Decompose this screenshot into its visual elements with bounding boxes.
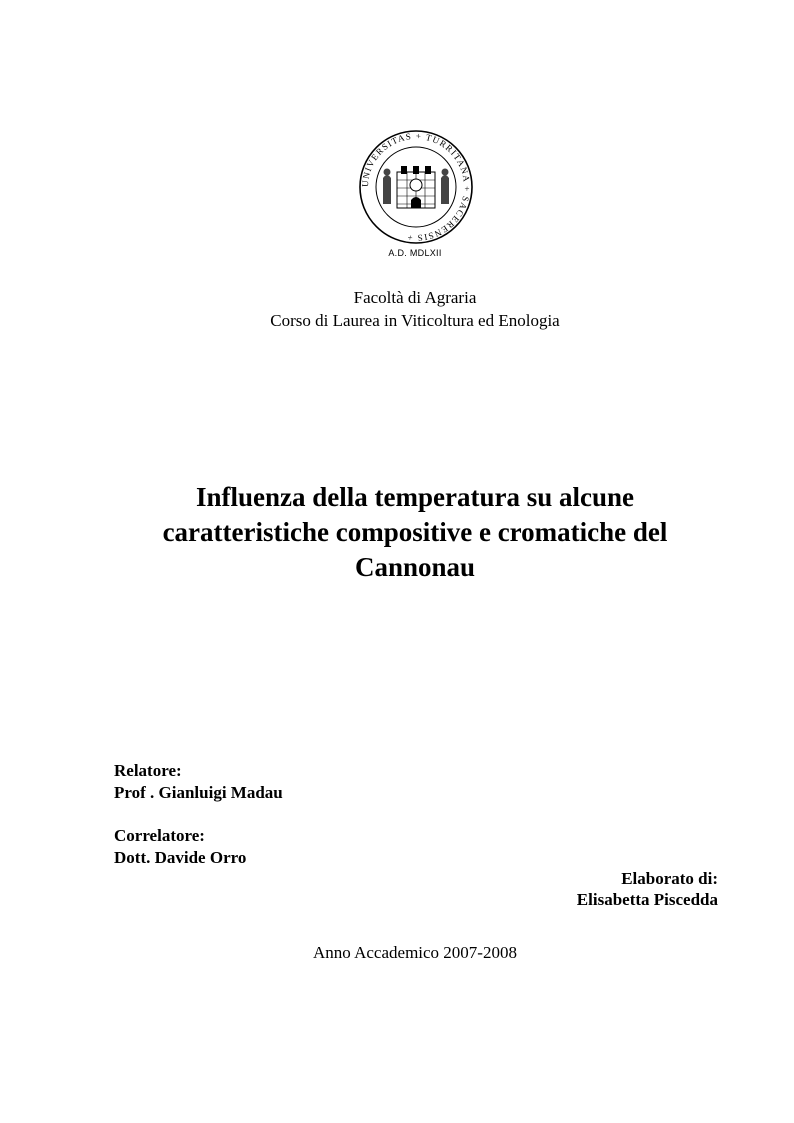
relatore-name: Prof . Gianluigi Madau bbox=[114, 783, 283, 802]
seal-year: A.D. MDLXII bbox=[388, 248, 442, 258]
elaborato-name: Elisabetta Piscedda bbox=[576, 890, 718, 909]
university-seal bbox=[357, 128, 475, 246]
academic-year: Anno Accademico 2007-2008 bbox=[313, 943, 517, 962]
svg-text:UNIVERSITAS + TURRITANA + SACE: UNIVERSITAS + TURRITANA + SACERENSIS + bbox=[359, 130, 473, 244]
faculty-name: Facoltà di Agraria bbox=[353, 288, 477, 307]
thesis-title: Influenza della temperatura su alcune caratteristiche compositive e cromatiche del Cannonau bbox=[162, 482, 668, 582]
correlatore-label: Correlatore: bbox=[114, 826, 205, 845]
course-name: Corso di Laurea in Viticoltura ed Enologia bbox=[270, 311, 560, 330]
relatore-label: Relatore: bbox=[114, 761, 182, 780]
elaborato-label: Elaborato di: bbox=[621, 869, 718, 888]
correlatore-name: Dott. Davide Orro bbox=[114, 848, 247, 867]
